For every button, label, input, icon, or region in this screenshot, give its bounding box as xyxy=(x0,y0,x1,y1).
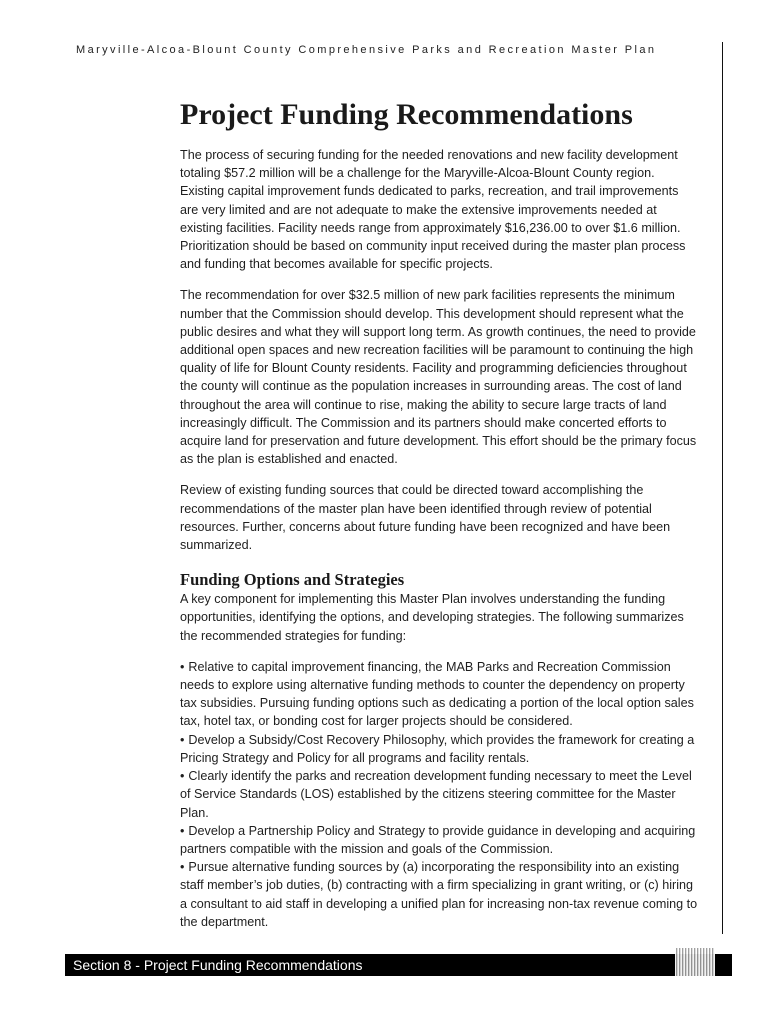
page-number: 8.1 xyxy=(763,959,777,970)
list-item xyxy=(180,858,700,931)
list-item-text: Develop a Subsidy/Cost Recovery Philosophy, which provides the framework for creating a Pricing Strategy and Policy for all programs and facility rentals. xyxy=(180,732,695,765)
footer-decoration xyxy=(675,948,715,976)
list-item-text: Develop a Partnership Policy and Strategy to provide guidance in developing and acquiring partners compatible with the mission and goals of the Commission. xyxy=(180,823,696,856)
section-heading: Funding Options and Strategies xyxy=(180,570,405,590)
list-item-text: Relative to capital improvement financing, the MAB Parks and Recreation Commission needs to explore using alternative funding methods to counter the dependency on property tax subsidies. Pursuing funding options such as dedicating a portion of the local option sales tax, hotel tax, or bonding cost for larger projects should be considered. xyxy=(180,659,694,729)
paragraph-existing-sources: Review of existing funding sources that could be directed toward accomplishing the recommendations of the master plan have been identified through review of potential resources. Further, concerns about future funding have been recognized and have been summarized. xyxy=(180,483,671,553)
paragraph-new-facilities: The recommendation for over $32.5 million of new park facilities represents the minimum number that the Commission should develop. This development should represent what the public desires and what they will support long term. As growth continues, the need to provide additional open spaces and new recreation facilities will be paramount to continuing the high quality of life for Blount County residents. Facility and programming deficiencies throughout the county will continue as the population increases in surrounding areas. The cost of land throughout the area will continue to rise, making the ability to secure large tracts of land increasingly difficult. The Commission and its partners should make concerted efforts to acquire land for preservation and future development. This effort should be the primary focus as the plan is established and enacted. xyxy=(180,288,697,467)
paragraph-funding-intro: A key component for implementing this Master Plan involves understanding the funding opportunities, identifying the options, and developing strategies. The following summarizes the recommended strategies for funding: xyxy=(180,592,684,643)
footer-bar xyxy=(65,954,777,976)
page-title: Project Funding Recommendations xyxy=(180,98,633,131)
strategy-list xyxy=(180,658,700,931)
running-header: Maryville-Alcoa-Blount County Comprehensive Parks and Recreation Master Plan xyxy=(76,44,657,56)
bullet-icon: • xyxy=(180,769,185,784)
list-item xyxy=(180,767,700,822)
paragraph-funding-challenge: The process of securing funding for the needed renovations and new facility development totaling $57.2 million will be a challenge for the Maryville-Alcoa-Blount County region. Existing capital improvement funds dedicated to parks, recreation, and trail improvements are very limited and are not adequate to make the extensive improvements needed at existing facilities. Facility needs range from approximately $16,236.00 to over $1.6 million. Prioritization should be based on community input received during the master plan process and funding that becomes available for specific projects. xyxy=(180,148,686,272)
list-item-text: Pursue alternative funding sources by (a) incorporating the responsibility into an existing staff member’s job duties, (b) contracting with a firm specializing in grant writing, or (c) hiring a consultant to aid staff in developing a unified plan for increasing non-tax revenue coming to the department. xyxy=(180,860,698,929)
list-item-text: Clearly identify the parks and recreation development funding necessary to meet the Level of Service Standards (LOS) established by the citizens steering committee for the Master Plan. xyxy=(180,769,692,820)
bullet-icon: • xyxy=(180,860,185,875)
bullet-icon: • xyxy=(180,823,185,838)
footer-section-title: Section 8 - Project Funding Recommendations xyxy=(73,957,363,973)
list-item xyxy=(180,658,700,731)
list-item xyxy=(180,822,700,858)
vertical-rule xyxy=(722,42,723,934)
list-item xyxy=(180,731,700,767)
bullet-icon: • xyxy=(180,659,185,674)
bullet-icon: • xyxy=(180,732,185,747)
page-content xyxy=(180,98,700,931)
